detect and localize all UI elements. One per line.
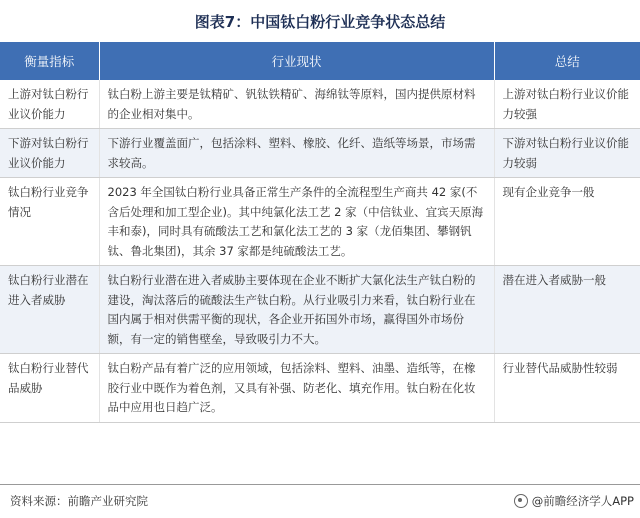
- table-row: [0, 354, 640, 423]
- summary-cell: 现有企业竞争一般: [494, 178, 640, 266]
- status-cell: 钛白粉上游主要是钛精矿、钒钛铁精矿、海绵钛等原料，国内提供原材料的企业相对集中。: [99, 80, 494, 129]
- summary-cell: 上游对钛白粉行业议价能力较强: [494, 80, 640, 129]
- table-row: [0, 266, 640, 354]
- table-header-row: [0, 42, 640, 80]
- wechat-icon: [514, 494, 528, 508]
- brand-label: @前瞻经济学人APP: [531, 494, 634, 508]
- status-cell: 下游行业覆盖面广，包括涂料、塑料、橡胶、化纤、造纸等场景，市场需求较高。: [99, 129, 494, 178]
- chart-title: 图表7：中国钛白粉行业竞争状态总结: [194, 12, 446, 31]
- summary-cell: 下游对钛白粉行业议价能力较弱: [494, 129, 640, 178]
- brand-credit: [514, 493, 634, 509]
- source-note: 资料来源：前瞻产业研究院: [10, 494, 148, 508]
- metric-cell: 下游对钛白粉行业议价能力: [0, 129, 99, 178]
- status-cell: 2023 年全国钛白粉行业具备正常生产条件的全流程型生产商共 42 家(不含后处理和加工型企业)。其中纯氯化法工艺 2 家（中信钛业、宜宾天原海丰和泰)，同时具有硫酸法工艺和氯化法工艺的 3 家（龙佰集团、攀钢钒钛、鲁北集团)，其余 37 家都是纯硫酸法工艺。: [99, 178, 494, 266]
- metric-cell: 钛白粉行业竞争情况: [0, 178, 99, 266]
- footer: [0, 484, 640, 518]
- header-metric: 衡量指标: [0, 42, 99, 80]
- metric-cell: 上游对钛白粉行业议价能力: [0, 80, 99, 129]
- summary-cell: 行业替代品威胁性较弱: [494, 354, 640, 423]
- status-cell: 钛白粉产品有着广泛的应用领域，包括涂料、塑料、油墨、造纸等，在橡胶行业中既作为着色剂，又具有补强、防老化、填充作用。钛白粉在化妆品中应用也日趋广泛。: [99, 354, 494, 423]
- competition-table: [0, 42, 640, 423]
- metric-cell: 钛白粉行业替代品威胁: [0, 354, 99, 423]
- header-status: 行业现状: [99, 42, 494, 80]
- table-row: [0, 129, 640, 178]
- table-row: [0, 178, 640, 266]
- metric-cell: 钛白粉行业潜在进入者威胁: [0, 266, 99, 354]
- summary-cell: 潜在进入者威胁一般: [494, 266, 640, 354]
- table-row: [0, 80, 640, 129]
- status-cell: 钛白粉行业潜在进入者威胁主要体现在企业不断扩大氯化法生产钛白粉的建设，淘汰落后的硫酸法生产钛白粉。从行业吸引力来看，钛白粉行业在国内属于相对供需平衡的现状，各企业开拓国外市场，赢得国外市场份额，有一定的销售壁垒，导致吸引力不大。: [99, 266, 494, 354]
- header-summary: 总结: [494, 42, 640, 80]
